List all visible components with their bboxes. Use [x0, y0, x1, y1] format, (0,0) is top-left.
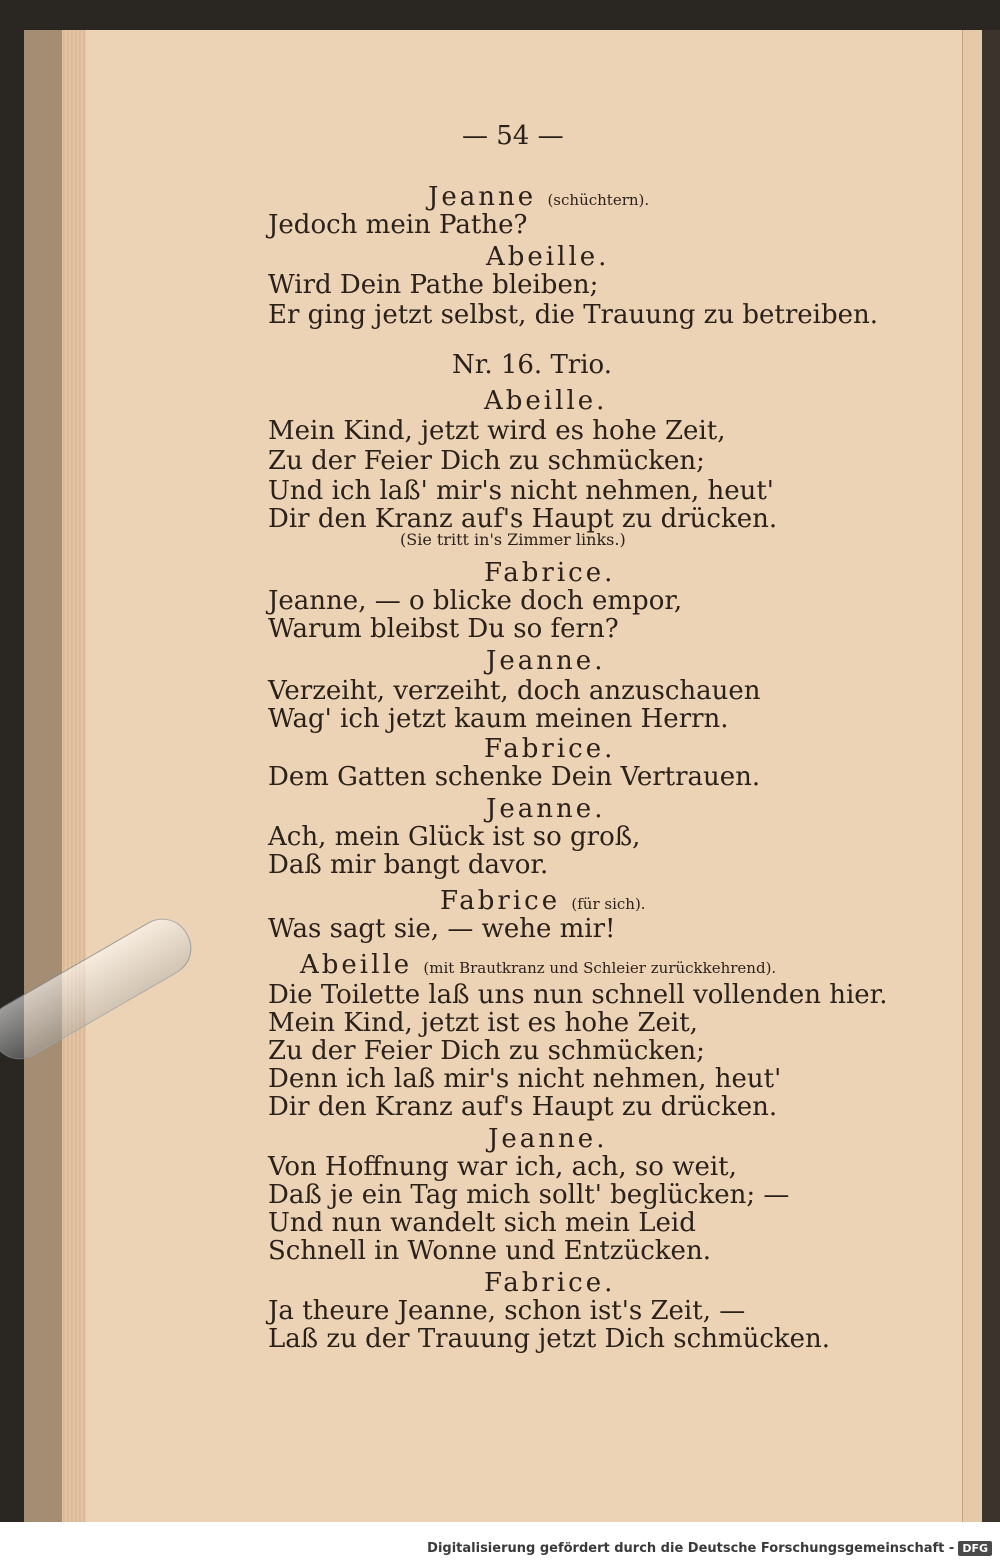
section-heading: Nr. 16. Trio.	[452, 350, 613, 380]
speaker-fabrice: Fabrice.	[484, 558, 616, 588]
text-line: Und nun wandelt sich mein Leid	[268, 1208, 696, 1238]
text-line: Dir den Kranz auf's Haupt zu drücken.	[268, 504, 778, 534]
footer-strip	[0, 1522, 1000, 1564]
dfg-logo: DFG	[958, 1541, 992, 1556]
text-line: Dem Gatten schenke Dein Vertrauen.	[268, 762, 761, 792]
text-line: Mein Kind, jetzt wird es hohe Zeit,	[268, 416, 726, 446]
stage-direction: (Sie tritt in's Zimmer links.)	[400, 530, 626, 549]
text-line: Verzeiht, verzeiht, doch anzuschauen	[268, 676, 761, 706]
speaker-fabrice: Fabrice.	[484, 1268, 616, 1298]
speaker-abeille: Abeille (mit Brautkranz und Schleier zurückkehrend).	[300, 950, 777, 980]
speaker-fabrice: Fabrice (für sich).	[440, 886, 646, 916]
page-number: — 54 —	[462, 121, 564, 151]
speaker-abeille: Abeille.	[486, 242, 610, 272]
text-line: Laß zu der Trauung jetzt Dich schmücken.	[268, 1324, 831, 1354]
text-line: Jedoch mein Pathe?	[268, 210, 528, 240]
speaker-jeanne: Jeanne (schüchtern).	[428, 182, 650, 212]
text-line: Zu der Feier Dich zu schmücken;	[268, 1036, 705, 1066]
speaker-jeanne: Jeanne.	[486, 646, 606, 676]
text-line: Schnell in Wonne und Entzücken.	[268, 1236, 711, 1266]
speaker-jeanne: Jeanne.	[486, 794, 606, 824]
text-line: Ja theure Jeanne, schon ist's Zeit, —	[268, 1296, 746, 1326]
digitization-credit	[427, 1541, 992, 1556]
text-line: Jeanne, — o blicke doch empor,	[268, 586, 683, 616]
text-line: Wird Dein Pathe bleiben;	[268, 270, 599, 300]
text-line: Er ging jetzt selbst, die Trauung zu betreiben.	[268, 300, 878, 330]
speaker-jeanne: Jeanne.	[488, 1124, 608, 1154]
speaker-fabrice: Fabrice.	[484, 734, 616, 764]
credit-text: Digitalisierung gefördert durch die Deutsche Forschungsgemeinschaft -	[427, 1541, 955, 1556]
text-line: Dir den Kranz auf's Haupt zu drücken.	[268, 1092, 778, 1122]
text-line: Denn ich laß mir's nicht nehmen, heut'	[268, 1064, 782, 1094]
text-line: Warum bleibst Du so fern?	[268, 614, 619, 644]
text-line: Und ich laß' mir's nicht nehmen, heut'	[268, 476, 774, 506]
text-line: Was sagt sie, — wehe mir!	[268, 914, 616, 944]
book-cover-right	[982, 30, 1000, 1522]
text-line: Mein Kind, jetzt ist es hohe Zeit,	[268, 1008, 698, 1038]
page-edges	[62, 30, 88, 1522]
text-line: Von Hoffnung war ich, ach, so weit,	[268, 1152, 737, 1182]
text-line: Daß mir bangt davor.	[268, 850, 549, 880]
text-line: Ach, mein Glück ist so groß,	[268, 822, 641, 852]
text-line: Die Toilette laß uns nun schnell vollenden hier.	[268, 980, 888, 1010]
speaker-abeille: Abeille.	[484, 386, 608, 416]
text-line: Wag' ich jetzt kaum meinen Herrn.	[268, 704, 729, 734]
next-page-edge	[962, 30, 983, 1522]
text-line: Daß je ein Tag mich sollt' beglücken; —	[268, 1180, 790, 1210]
text-line: Zu der Feier Dich zu schmücken;	[268, 446, 705, 476]
